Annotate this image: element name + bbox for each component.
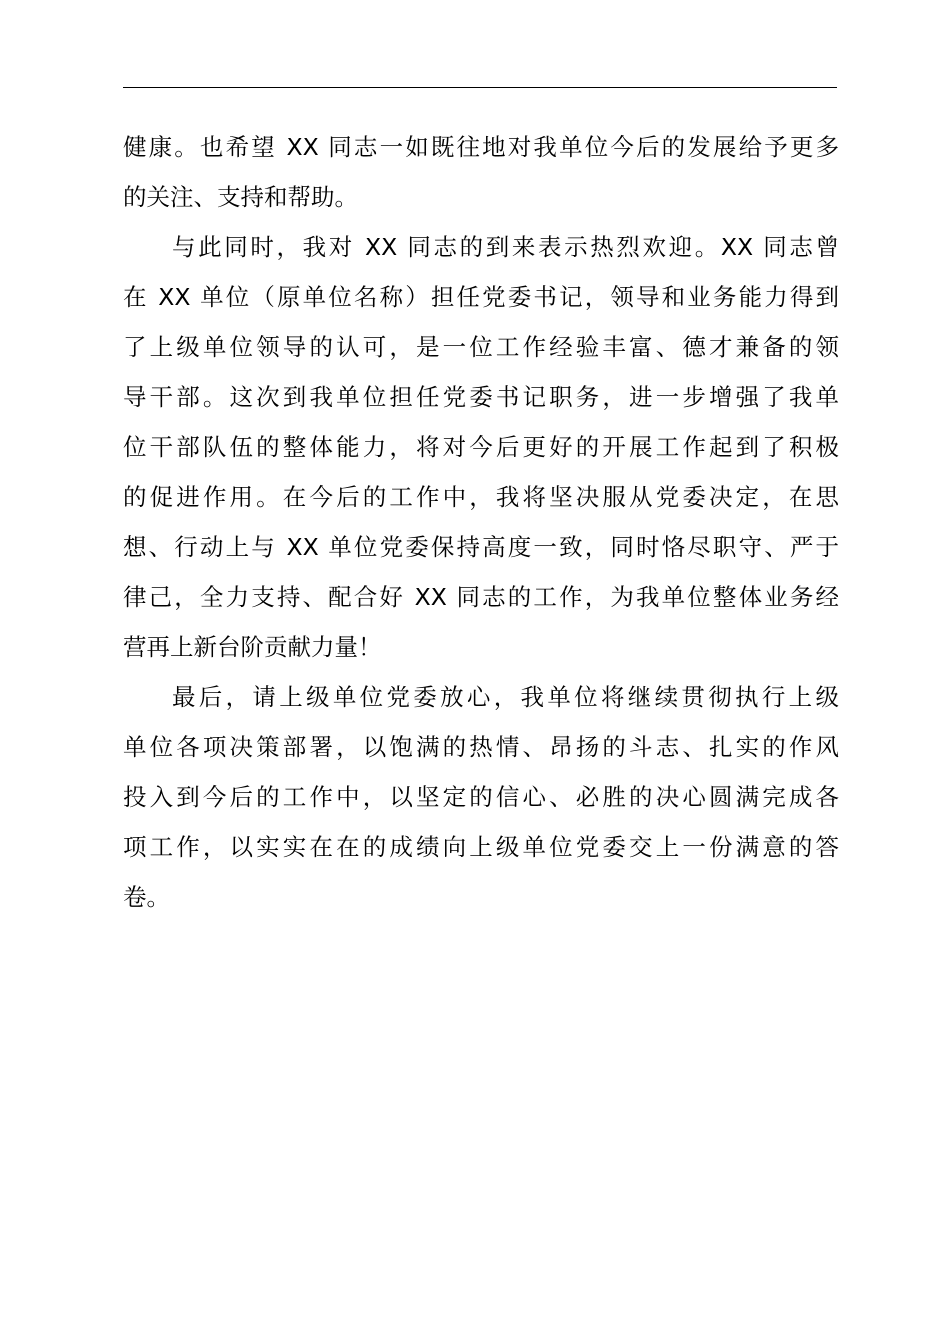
paragraph-2-line-3: 了上级单位领导的认可，是一位工作经验丰富、德才兼备的领: [123, 333, 839, 361]
paragraph-2-line-1: 与此同时，我对 XX 同志的到来表示热烈欢迎。XX 同志曾: [172, 233, 839, 261]
paragraph-2-line-2: 在 XX 单位（原单位名称）担任党委书记，领导和业务能力得到: [123, 283, 839, 311]
paragraph-3-line-5: 卷。: [123, 883, 170, 911]
paragraph-2-line-5: 位干部队伍的整体能力，将对今后更好的开展工作起到了积极: [123, 433, 839, 461]
paragraph-2-line-7: 想、行动上与 XX 单位党委保持高度一致，同时恪尽职守、严于: [123, 533, 839, 561]
paragraph-3-line-4: 项工作，以实实在在的成绩向上级单位党委交上一份满意的答: [123, 833, 839, 861]
paragraph-3-line-2: 单位各项决策部署，以饱满的热情、昂扬的斗志、扎实的作风: [123, 733, 839, 761]
paragraph-2-line-6: 的促进作用。在今后的工作中，我将坚决服从党委决定，在思: [123, 483, 839, 511]
document-body: [123, 122, 839, 922]
paragraph-2-line-8: 律己，全力支持、配合好 XX 同志的工作，为我单位整体业务经: [123, 583, 839, 611]
paragraph-2-line-9: 营再上新台阶贡献力量！: [123, 633, 382, 661]
paragraph-1-line-1: 健康。也希望 XX 同志一如既往地对我单位今后的发展给予更多: [123, 133, 839, 161]
header-rule: [123, 87, 837, 88]
paragraph-3-line-1: 最后，请上级单位党委放心，我单位将继续贯彻执行上级: [172, 683, 839, 711]
paragraph-2-line-4: 导干部。这次到我单位担任党委书记职务，进一步增强了我单: [123, 383, 839, 411]
paragraph-3-line-3: 投入到今后的工作中，以坚定的信心、必胜的决心圆满完成各: [123, 783, 839, 811]
paragraph-1-line-2: 的关注、支持和帮助。: [123, 183, 358, 211]
